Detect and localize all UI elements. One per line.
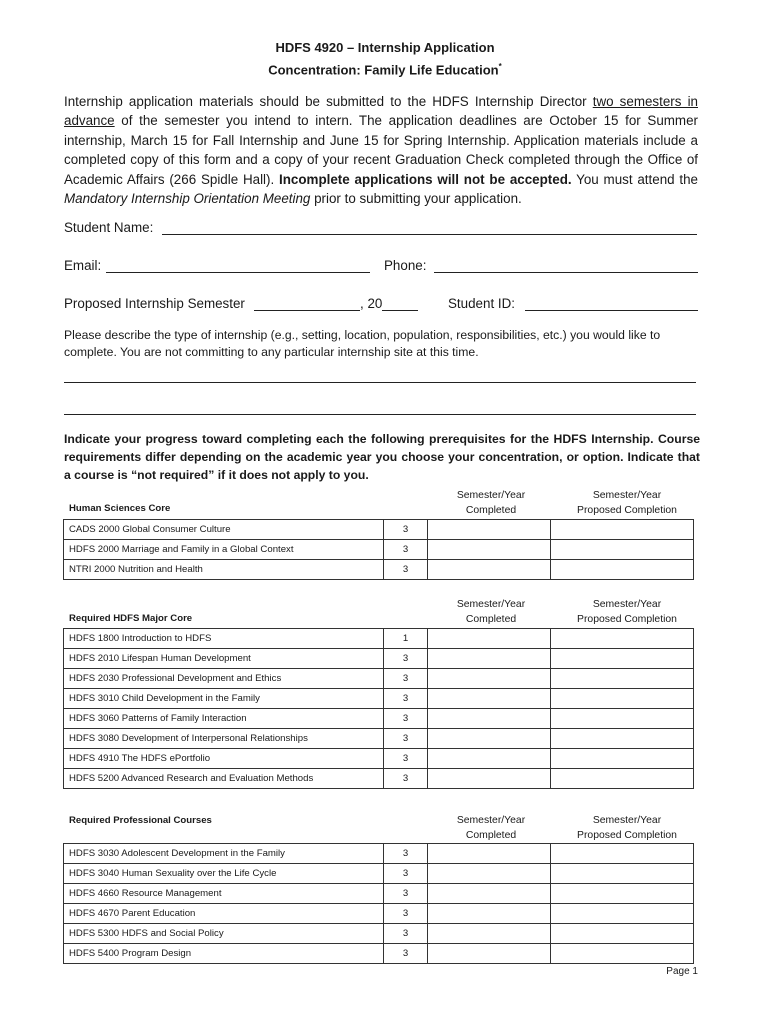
credit-hours: 3	[384, 560, 428, 580]
completed-cell[interactable]	[428, 864, 551, 884]
internship-description-prompt: Please describe the type of internship (e.g., setting, location, population, responsibilities, etc.) you would like to complete. You are not committing to any particular internship site at this time.	[64, 328, 661, 359]
year-field[interactable]	[382, 310, 418, 311]
credit-hours: 3	[384, 769, 428, 789]
table-row	[64, 709, 694, 729]
completed-cell[interactable]	[428, 904, 551, 924]
table-row	[64, 749, 694, 769]
course-name: HDFS 3010 Child Development in the Family	[64, 689, 384, 709]
intro-paragraph: Internship application materials should be submitted to the HDFS Internship Director two semesters in advance of the semester you intend to intern. The application deadlines are October 15 for Summer internship, March 15 for Fall Internship and June 15 for Spring Internship. Application materials include a completed copy of this form and a copy of your recent Graduation Check completed through the Office of Academic Affairs (266 Spidle Hall). Incomplete applications will not be accepted. You must attend the Mandatory Internship Orientation Meeting prior to submitting your application.	[64, 94, 699, 207]
course-table-professional	[63, 843, 694, 964]
table-row	[64, 729, 694, 749]
description-line-2[interactable]	[64, 414, 696, 415]
form-title: HDFS 4920 – Internship Application	[275, 40, 495, 55]
email-field[interactable]	[106, 272, 370, 273]
completed-cell[interactable]	[428, 669, 551, 689]
student-id-label: Student ID:	[448, 296, 515, 311]
semester-field[interactable]	[254, 310, 360, 311]
completed-column-header: Semester/Year Completed	[456, 815, 526, 841]
table-row	[64, 844, 694, 864]
course-name: HDFS 2030 Professional Development and Ethics	[64, 669, 384, 689]
credit-hours: 3	[384, 844, 428, 864]
course-name: HDFS 2000 Marriage and Family in a Global Context	[64, 540, 384, 560]
proposed-cell[interactable]	[551, 904, 694, 924]
phone-field[interactable]	[434, 272, 698, 273]
section-heading: Required HDFS Major Core	[69, 613, 193, 624]
completed-cell[interactable]	[428, 884, 551, 904]
section-heading: Required Professional Courses	[69, 815, 212, 826]
credit-hours: 1	[384, 629, 428, 649]
table-row	[64, 540, 694, 560]
table-row	[64, 520, 694, 540]
table-row	[64, 769, 694, 789]
completed-cell[interactable]	[428, 540, 551, 560]
course-name: HDFS 4660 Resource Management	[64, 884, 384, 904]
completed-cell[interactable]	[428, 649, 551, 669]
course-table-human-sciences	[63, 519, 694, 580]
proposed-cell[interactable]	[551, 729, 694, 749]
proposed-cell[interactable]	[551, 520, 694, 540]
course-name: HDFS 4910 The HDFS ePortfolio	[64, 749, 384, 769]
completed-cell[interactable]	[428, 629, 551, 649]
page-number: Page 1	[666, 966, 698, 977]
proposed-column-header: Semester/Year Proposed Completion	[577, 490, 677, 516]
credit-hours: 3	[384, 540, 428, 560]
credit-hours: 3	[384, 924, 428, 944]
proposed-cell[interactable]	[551, 649, 694, 669]
proposed-cell[interactable]	[551, 540, 694, 560]
table-row	[64, 669, 694, 689]
credit-hours: 3	[384, 864, 428, 884]
credit-hours: 3	[384, 649, 428, 669]
proposed-column-header: Semester/Year Proposed Completion	[577, 815, 677, 841]
prerequisites-instructions: Indicate your progress toward completing each the following prerequisites for the HDFS Internship. Course requirements differ depending on the academic year you choose your concentration, or option. Indicate that a course is “not required” if it does not apply to you.	[64, 432, 700, 482]
course-name: HDFS 5400 Program Design	[64, 944, 384, 964]
table-row	[64, 649, 694, 669]
email-label: Email:	[64, 258, 102, 273]
concentration-subtitle: Concentration: Family Life Education*	[268, 62, 502, 78]
proposed-cell[interactable]	[551, 629, 694, 649]
proposed-cell[interactable]	[551, 924, 694, 944]
course-name: HDFS 3080 Development of Interpersonal Relationships	[64, 729, 384, 749]
table-row	[64, 904, 694, 924]
credit-hours: 3	[384, 904, 428, 924]
credit-hours: 3	[384, 709, 428, 729]
course-name: HDFS 4670 Parent Education	[64, 904, 384, 924]
course-name: CADS 2000 Global Consumer Culture	[64, 520, 384, 540]
table-row	[64, 924, 694, 944]
proposed-cell[interactable]	[551, 669, 694, 689]
credit-hours: 3	[384, 689, 428, 709]
description-line-1[interactable]	[64, 382, 696, 383]
credit-hours: 3	[384, 749, 428, 769]
phone-label: Phone:	[384, 258, 427, 273]
course-name: HDFS 2010 Lifespan Human Development	[64, 649, 384, 669]
completed-cell[interactable]	[428, 729, 551, 749]
credit-hours: 3	[384, 729, 428, 749]
proposed-cell[interactable]	[551, 689, 694, 709]
completed-cell[interactable]	[428, 944, 551, 964]
course-name: HDFS 3030 Adolescent Development in the Family	[64, 844, 384, 864]
table-row	[64, 689, 694, 709]
completed-cell[interactable]	[428, 924, 551, 944]
completed-cell[interactable]	[428, 749, 551, 769]
course-name: HDFS 3040 Human Sexuality over the Life Cycle	[64, 864, 384, 884]
year-prefix: , 20	[360, 296, 383, 311]
completed-column-header: Semester/Year Completed	[456, 599, 526, 625]
proposed-cell[interactable]	[551, 864, 694, 884]
proposed-cell[interactable]	[551, 709, 694, 729]
proposed-cell[interactable]	[551, 749, 694, 769]
completed-cell[interactable]	[428, 844, 551, 864]
table-row	[64, 629, 694, 649]
completed-cell[interactable]	[428, 689, 551, 709]
proposed-cell[interactable]	[551, 769, 694, 789]
student-id-field[interactable]	[525, 310, 698, 311]
proposed-cell[interactable]	[551, 844, 694, 864]
student-name-field[interactable]	[162, 234, 697, 235]
section-heading: Human Sciences Core	[69, 503, 171, 514]
proposed-cell[interactable]	[551, 944, 694, 964]
semester-label: Proposed Internship Semester	[64, 296, 245, 311]
course-table-hdfs-core	[63, 628, 694, 789]
student-name-label: Student Name:	[64, 220, 154, 235]
completed-cell[interactable]	[428, 769, 551, 789]
completed-cell[interactable]	[428, 560, 551, 580]
credit-hours: 3	[384, 944, 428, 964]
completed-cell[interactable]	[428, 520, 551, 540]
credit-hours: 3	[384, 669, 428, 689]
table-row	[64, 560, 694, 580]
completed-column-header: Semester/Year Completed	[456, 490, 526, 516]
course-name: HDFS 5300 HDFS and Social Policy	[64, 924, 384, 944]
table-row	[64, 944, 694, 964]
course-name: NTRI 2000 Nutrition and Health	[64, 560, 384, 580]
credit-hours: 3	[384, 884, 428, 904]
proposed-cell[interactable]	[551, 884, 694, 904]
table-row	[64, 884, 694, 904]
course-name: HDFS 3060 Patterns of Family Interaction	[64, 709, 384, 729]
proposed-cell[interactable]	[551, 560, 694, 580]
table-row	[64, 864, 694, 884]
course-name: HDFS 1800 Introduction to HDFS	[64, 629, 384, 649]
completed-cell[interactable]	[428, 709, 551, 729]
credit-hours: 3	[384, 520, 428, 540]
proposed-column-header: Semester/Year Proposed Completion	[577, 599, 677, 625]
course-name: HDFS 5200 Advanced Research and Evaluation Methods	[64, 769, 384, 789]
